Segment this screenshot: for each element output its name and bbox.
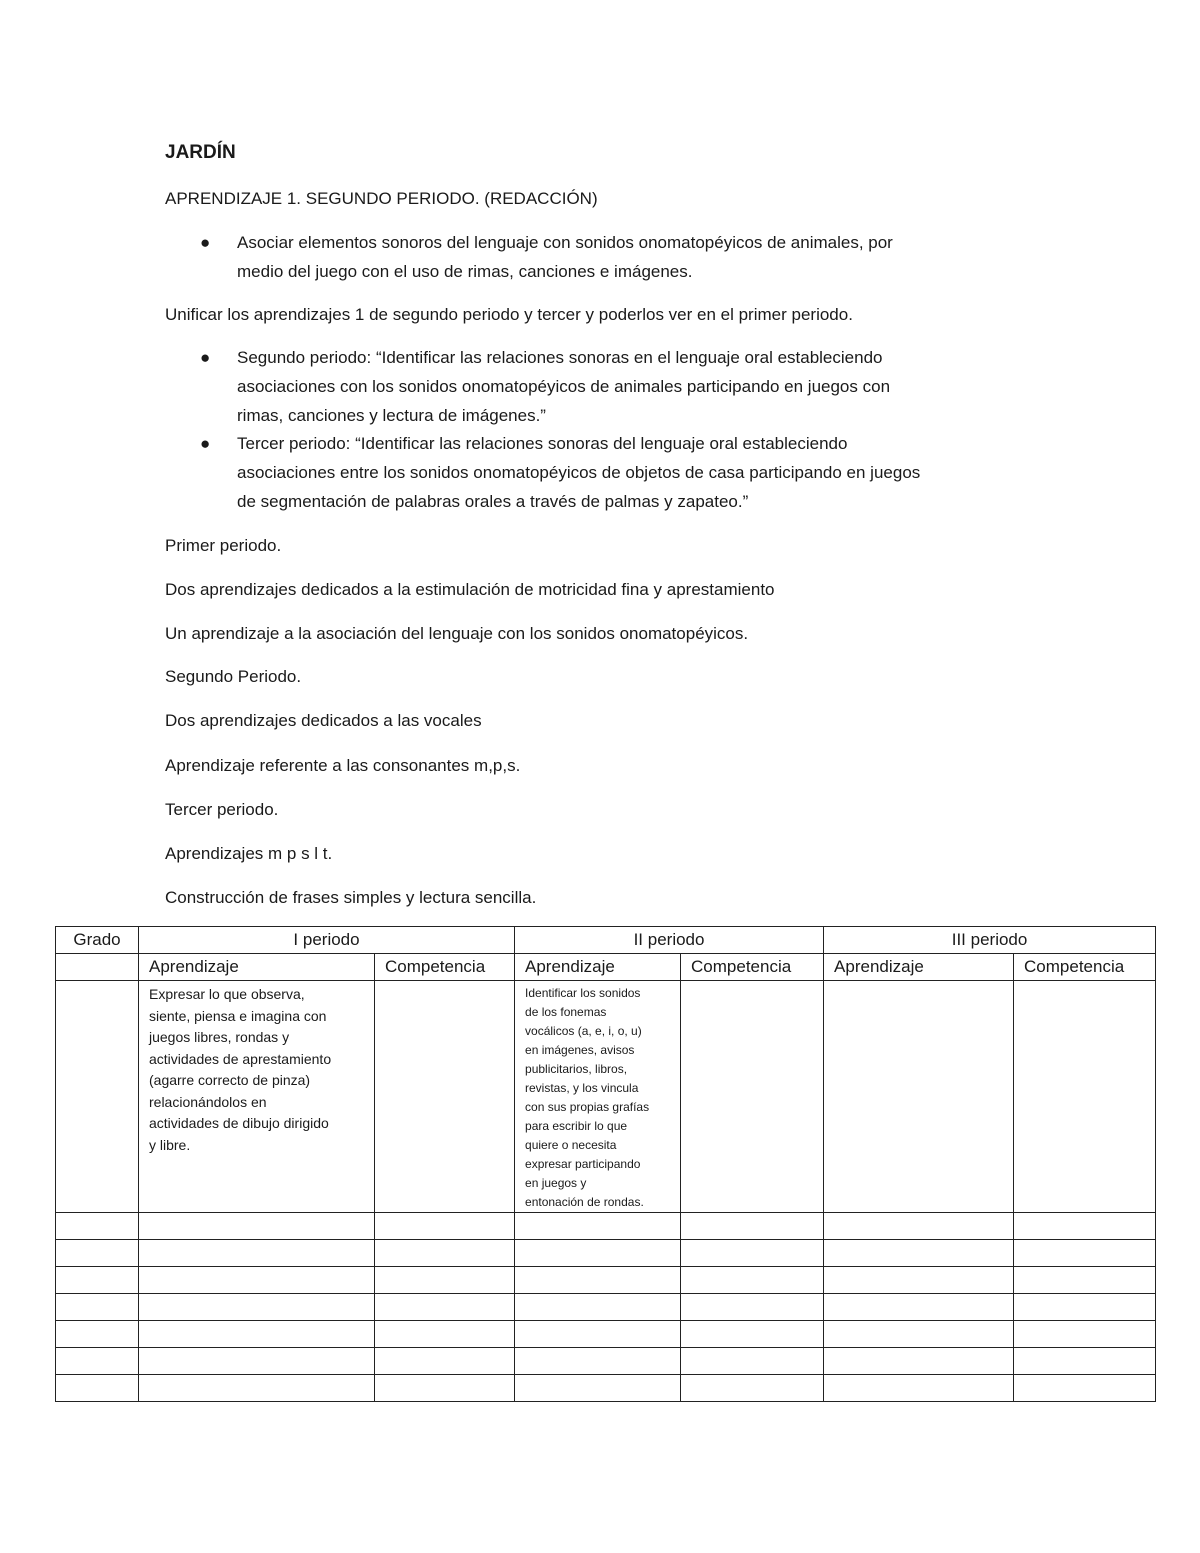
paragraph: Aprendizaje referente a las consonantes m,p,s. [165,756,521,775]
table-row [56,1267,1156,1294]
bullet-item-3 [200,429,1020,516]
cell-text [525,981,670,1212]
cell-line: actividades de dibujo dirigido [149,1115,329,1131]
empty-cell [56,981,139,1213]
bullet-item-2 [200,343,1020,430]
header-period-2: II periodo [515,927,824,954]
bullet-line: Segundo periodo: “Identificar las relaciones sonoras en el lenguaje oral estableciendo [237,348,883,367]
paragraph-unify: Unificar los aprendizajes 1 de segundo periodo y tercer y poderlos ver en el primer periodo. [165,305,853,324]
curriculum-table [55,926,1156,1402]
paragraph: Tercer periodo. [165,800,279,819]
subtitle: APRENDIZAJE 1. SEGUNDO PERIODO. (REDACCIÓN) [165,189,598,208]
paragraph: Aprendizajes m p s l t. [165,844,333,863]
table-row [56,1321,1156,1348]
empty-cell [681,981,824,1213]
bullet-icon: ● [200,348,211,367]
subheader-competencia: Competencia [1014,954,1156,981]
empty-cell [824,981,1014,1213]
cell-line: (agarre correcto de pinza) [149,1072,311,1088]
header-period-1: I periodo [139,927,515,954]
subheader-aprendizaje: Aprendizaje [515,954,681,981]
header-period-3: III periodo [824,927,1156,954]
cell-line: de los fonemas [525,1005,607,1019]
bullet-line: medio del juego con el uso de rimas, canciones e imágenes. [237,262,693,281]
header-grado: Grado [56,927,139,954]
cell-line: relacionándolos en [149,1093,267,1110]
subheader-aprendizaje: Aprendizaje [139,954,375,981]
bullet-icon: ● [200,233,211,252]
table-row [56,1240,1156,1267]
empty-cell [56,954,139,981]
cell-line: en imágenes, avisos [525,1043,635,1057]
paragraph: Primer periodo. [165,536,282,555]
cell-line: vocálicos (a, e, i, o, u) [525,1024,642,1038]
bullet-line: Asociar elementos sonoros del lenguaje con sonidos onomatopéyicos de animales, por [237,233,893,252]
bullet-item-1 [200,228,1020,286]
page-title: JARDÍN [165,142,236,163]
cell-line: revistas, y los vincula [525,1081,639,1095]
cell-line: publicitarios, libros, [525,1062,628,1076]
bullet-line: Tercer periodo: “Identificar las relaciones sonoras del lenguaje oral estableciendo [237,434,848,453]
table-row [56,981,1156,1213]
subheader-competencia: Competencia [375,954,515,981]
cell-line: para escribir lo que [525,1119,628,1133]
cell-line: quiere o necesita [525,1138,617,1152]
subheader-competencia: Competencia [681,954,824,981]
cell-line: entonación de rondas. [525,1195,644,1209]
cell-line: Identificar los sonidos [525,986,641,1000]
cell-line: siente, piensa e imagina con [149,1007,327,1024]
cell-line: Expresar lo que observa, [149,986,305,1002]
cell-aprendizaje-p1 [139,981,375,1213]
paragraph: Dos aprendizajes dedicados a la estimulación de motricidad fina y aprestamiento [165,580,775,599]
paragraph: Construcción de frases simples y lectura sencilla. [165,888,537,907]
cell-aprendizaje-p2 [515,981,681,1213]
subheader-aprendizaje: Aprendizaje [824,954,1014,981]
cell-line: en juegos y [525,1176,587,1190]
table-row [56,1348,1156,1375]
bullet-line: asociaciones entre los sonidos onomatopéyicos de objetos de casa participando en juegos [237,463,921,482]
table-row [56,1213,1156,1240]
table-row [56,1294,1156,1321]
empty-cell [1014,981,1156,1213]
table-subheader-row [56,954,1156,981]
table-header-row [56,927,1156,954]
empty-cell [375,981,515,1213]
cell-text [149,981,364,1156]
cell-line: actividades de aprestamiento [149,1050,332,1067]
table-row [56,1375,1156,1402]
paragraph: Un aprendizaje a la asociación del lenguaje con los sonidos onomatopéyicos. [165,624,749,643]
paragraph: Segundo Periodo. [165,667,302,686]
bullet-line: de segmentación de palabras orales a través de palmas y zapateo.” [237,492,749,511]
bullet-icon: ● [200,434,211,453]
cell-line: juegos libres, rondas y [149,1029,290,1045]
cell-line: y libre. [149,1136,191,1153]
bullet-line: asociaciones con los sonidos onomatopéyicos de animales participando en juegos con [237,377,891,396]
bullet-line: rimas, canciones y lectura de imágenes.” [237,406,546,425]
cell-line: con sus propias grafías [525,1100,650,1114]
cell-line: expresar participando [525,1157,641,1171]
paragraph: Dos aprendizajes dedicados a las vocales [165,711,482,730]
